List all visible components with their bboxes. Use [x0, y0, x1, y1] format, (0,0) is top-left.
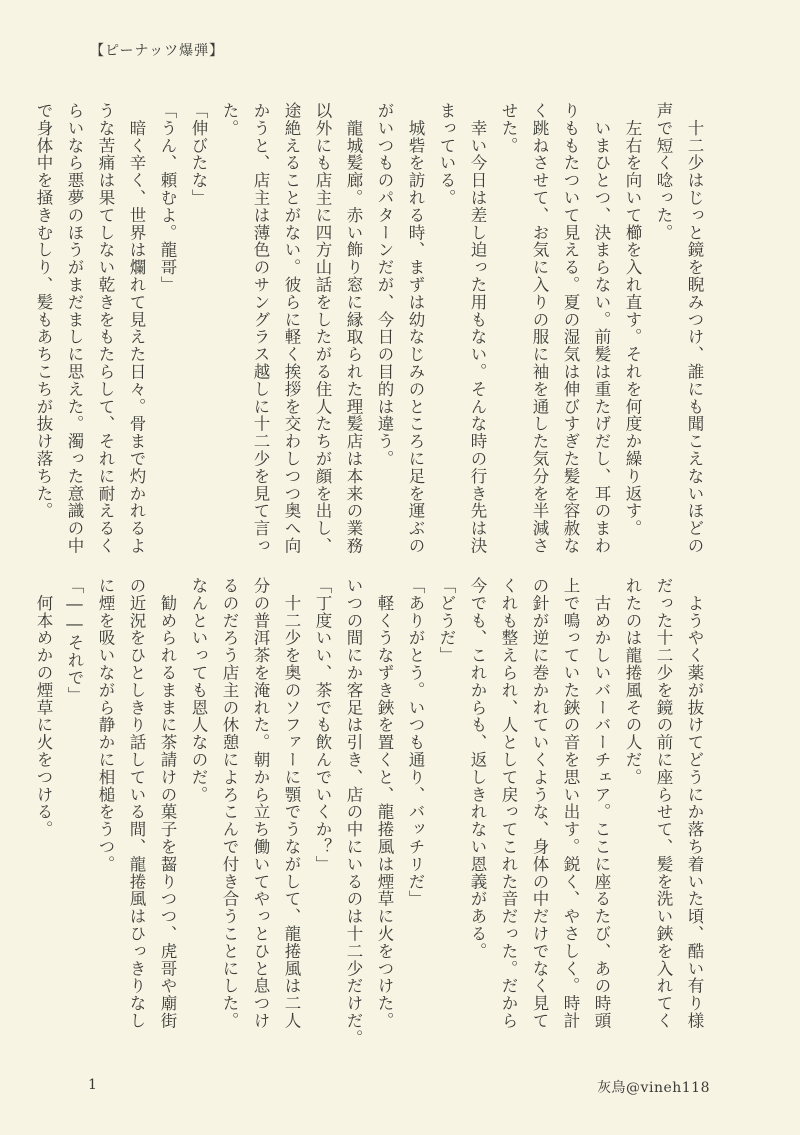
text-column: らいなら悪夢のほうがまだましに思えた。濁った意識の中	[65, 102, 84, 555]
bottom-text-block	[34, 577, 710, 1047]
text-column: せた。	[499, 102, 518, 155]
text-column: 「ありがとう。いつも通り、バッチリだ」	[406, 577, 425, 908]
text-column: りももたついて見える。夏の湿気は伸びすぎた髪を容赦な	[561, 102, 580, 555]
text-column: 龍城髪廊。赤い飾り窓に縁取られた理髪店は本来の業務	[344, 102, 363, 555]
text-column: 幸い今日は差し迫った用もない。そんな時の行き先は決	[468, 102, 487, 555]
text-column: く跳ねさせて、お気に入りの服に袖を通した気分を半減さ	[530, 102, 549, 555]
text-column: に煙を吸いながら静かに相槌をうつ。	[96, 577, 115, 873]
text-column: かうと、店主は薄色のサングラス越しに十二少を見て言っ	[251, 102, 270, 555]
text-column: 今でも、これからも、返しきれない恩義がある。	[468, 577, 487, 960]
text-column: いつの間にか客足は引き、店の中にいるのは十二少だけだ。	[344, 577, 363, 1047]
text-column: るのだろう店主の休憩によろこんで付き合うことにした。	[220, 577, 239, 1030]
text-column: 城砦を訪れる時、まずは幼なじみのところに足を運ぶの	[406, 102, 425, 555]
text-column: れたのは龍捲風その人だ。	[623, 577, 642, 786]
text-column: 途絶えることがない。彼らに軽く挨拶を交わしつつ奥へ向	[282, 102, 301, 555]
text-column: 「伸びたな」	[189, 102, 208, 207]
text-column: ようやく薬が抜けてどうにか落ち着いた頃、酷い有り様	[685, 577, 704, 1030]
text-column: 十二少を奥のソファーに顎でうながして、龍捲風は二人	[282, 577, 301, 1030]
text-column: 「――それで」	[65, 577, 84, 704]
text-column: 「うん、頼むよ。龍哥」	[158, 102, 177, 294]
text-column: 古めかしいバーバーチェア。ここに座るたび、あの時頭	[592, 577, 611, 1030]
text-column: まっている。	[437, 102, 456, 207]
text-column: 声で短く唸った。	[654, 102, 673, 242]
text-column: 十二少はじっと鏡を睨みつけ、誰にも聞こえないほどの	[685, 102, 704, 555]
text-column: なんといっても恩人なのだ。	[189, 577, 208, 804]
text-column: だった十二少を鏡の前に座らせて、髪を洗い鋏を入れてく	[654, 577, 673, 1030]
text-column: がいつものパターンだが、今日の目的は違う。	[375, 102, 394, 468]
text-column: た。	[220, 102, 239, 137]
text-column: 以外にも店主に四方山話をしたがる住人たちが顔を出し、	[313, 102, 332, 555]
page-number: 1	[88, 1077, 97, 1093]
text-column: で身体中を掻きむしり、髪もあちこちが抜け落ちた。	[34, 102, 53, 520]
text-column: の針が逆に巻かれていくような、身体の中だけでなく見て	[530, 577, 549, 1030]
text-column: くれも整えられ、人として戻ってこれた音だった。だから	[499, 577, 518, 1030]
text-column: 左右を向いて櫛を入れ直す。それを何度か繰り返す。	[623, 102, 642, 537]
text-column: 軽くうなずき鋏を置くと、龍捲風は煙草に火をつけた。	[375, 577, 394, 1030]
text-column: うな苦痛は果てしない乾きをもたらして、それに耐えるく	[96, 102, 115, 555]
text-column: 何本めかの煙草に火をつける。	[34, 577, 53, 838]
page-header-title: 【ピーナッツ爆弾】	[90, 43, 225, 59]
text-column: 分の普洱茶を淹れた。朝から立ち働いてやっとひと息つけ	[251, 577, 270, 1030]
text-column: の近況をひとしきり話している間、龍捲風はひっきりなし	[127, 577, 146, 1030]
text-column: 「丁度いい、茶でも飲んでいくか？」	[313, 577, 332, 873]
text-column: 上で鳴っていた鋏の音を思い出す。鋭く、やさしく。時計	[561, 577, 580, 1030]
text-column: いまひとつ、決まらない。前髪は重たげだし、耳のまわ	[592, 102, 611, 555]
text-column: 勧められるままに茶請けの菓子を齧りつつ、虎哥や廟街	[158, 577, 177, 1030]
text-column: 「どうだ」	[437, 577, 456, 664]
author-credit: 灰鳥@vineh118	[597, 1080, 710, 1096]
text-column: 暗く辛く、世界は爛れて見えた日々。骨まで灼かれるよ	[127, 102, 146, 555]
top-text-block	[34, 102, 710, 555]
